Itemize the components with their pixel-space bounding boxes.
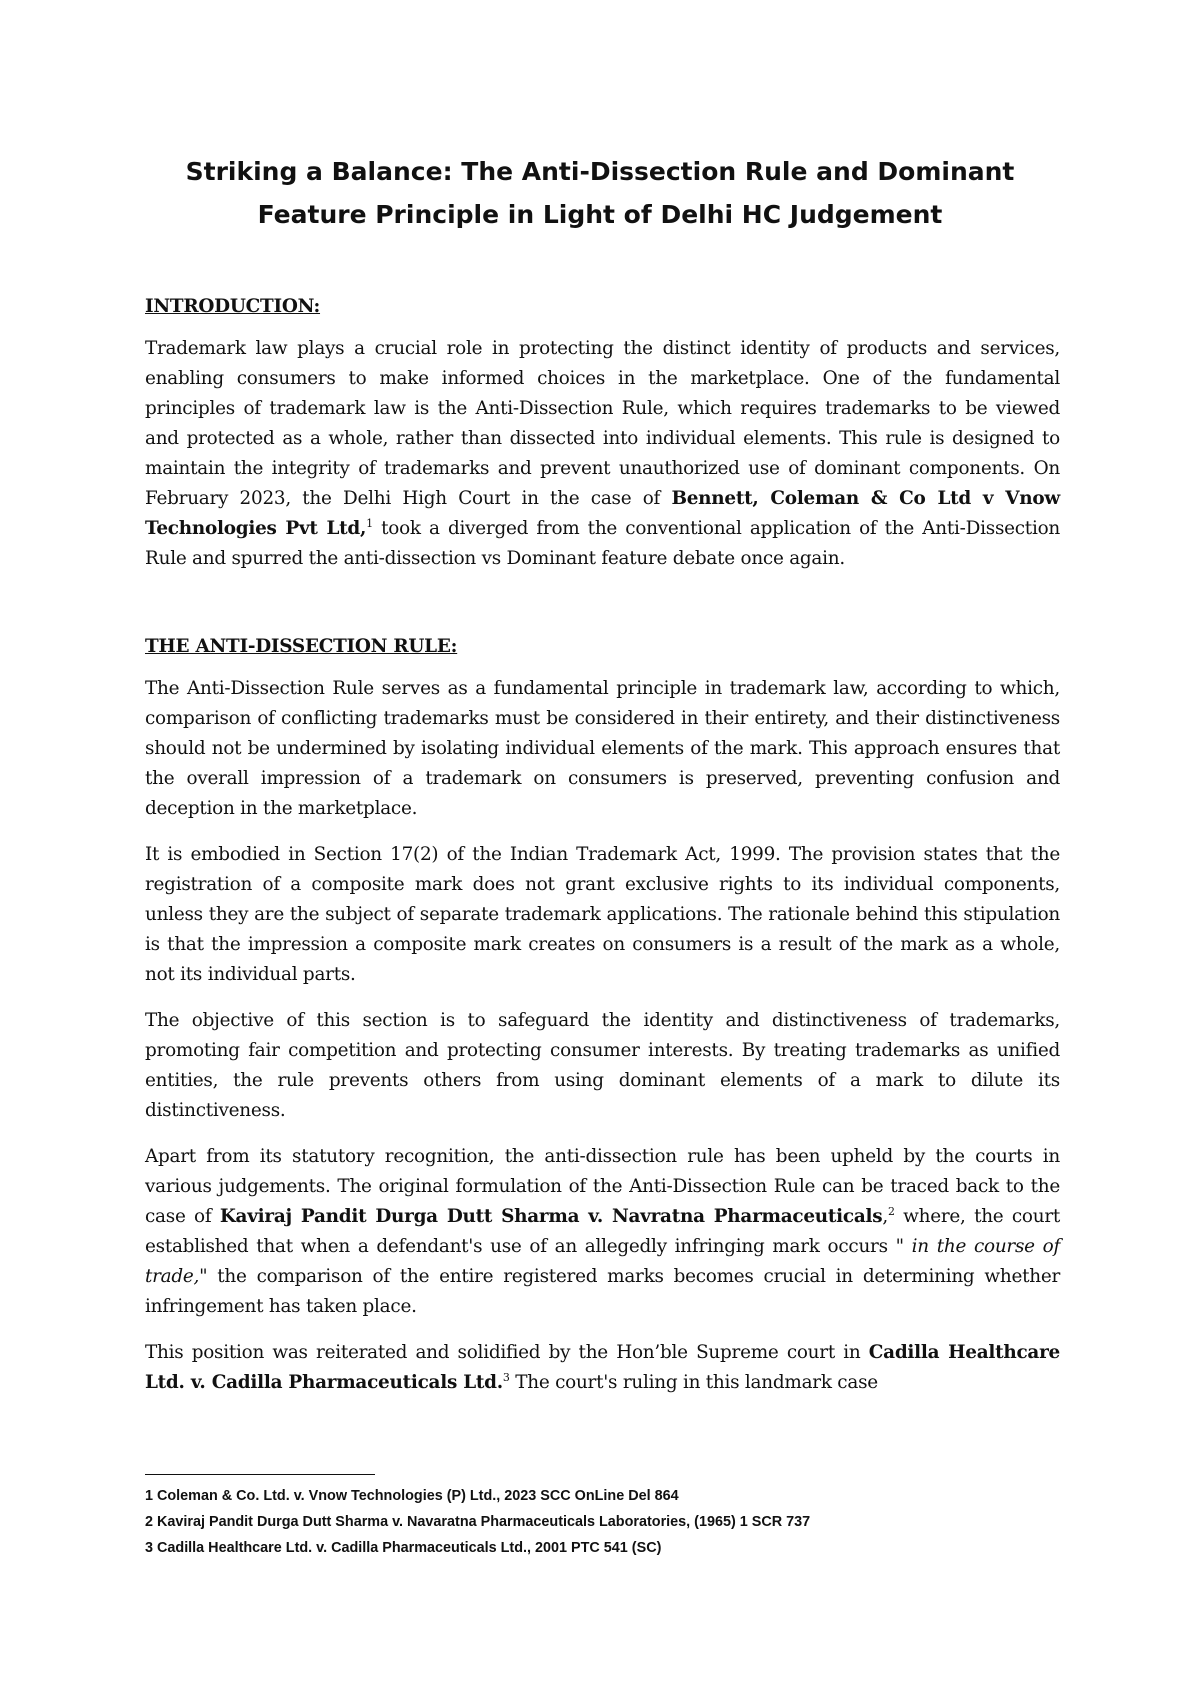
anti-dissection-paragraph-3: The objective of this section is to safeguard the identity and distinctiveness of trademarks, promoting fair competition and protecting consumer interests. By treating trademarks as unified entities, the rule prevents others from using dominant elements of a mark to dilute its distinctiveness. bbox=[145, 1010, 1060, 1121]
case-citation-kaviraj: Kaviraj Pandit Durga Dutt Sharma v. Navratna Pharmaceuticals bbox=[219, 1206, 883, 1227]
case-citation-bennett: Bennett, Coleman & Co Ltd v Vnow Technologies Pvt Ltd, bbox=[145, 488, 1060, 539]
anti-dissection-paragraph-1: The Anti-Dissection Rule serves as a fundamental principle in trademark law, according to which, comparison of conflicting trademarks must be considered in their entirety, and their distinctiveness should not be undermined by isolating individual elements of the mark. This approach ensures that the overall impression of a trademark on consumers is preserved, preventing confusion and deception in the marketplace. bbox=[145, 678, 1060, 819]
footnote-2: 2 Kaviraj Pandit Durga Dutt Sharma v. Navaratna Pharmaceuticals Laboratories, (1965) 1 SCR 737 bbox=[145, 1514, 811, 1530]
document-body bbox=[145, 292, 1060, 1398]
footnotes bbox=[145, 1483, 1060, 1561]
intro-text-a: Trademark law plays a crucial role in protecting the distinct identity of products and services, enabling consumers to make informed choices in the marketplace. One of the fundamental principles of trademark law is the Anti-Dissection Rule, which requires trademarks to be viewed and protected as a whole, rather than dissected into individual elements. This rule is designed to maintain the integrity of trademarks and prevent unauthorized use of dominant components. On February 2023, the Delhi High Court in the case of bbox=[145, 338, 1060, 509]
footnote-ref-3[interactable]: 3 bbox=[502, 1370, 510, 1384]
p4-text-b: where, the court established that when a defendant's use of an allegedly infringing mark occurs " bbox=[145, 1206, 1061, 1257]
footnote-ref-2[interactable]: 2 bbox=[887, 1204, 895, 1218]
p5-text-a: This position was reiterated and solidified by the Hon’ble Supreme court in bbox=[145, 1342, 869, 1363]
anti-dissection-paragraph-5 bbox=[145, 1338, 1060, 1398]
anti-dissection-paragraph-4 bbox=[145, 1142, 1060, 1322]
introduction-paragraph bbox=[145, 334, 1060, 574]
intro-text-b: took a diverged from the conventional application of the Anti-Dissection Rule and spurred the anti-dissection vs Dominant feature debate once again. bbox=[145, 518, 1060, 569]
footnote-1: 1 Coleman & Co. Ltd. v. Vnow Technologies (P) Ltd., 2023 SCC OnLine Del 864 bbox=[145, 1488, 679, 1504]
footnote-3: 3 Cadilla Healthcare Ltd. v. Cadilla Pharmaceuticals Ltd., 2001 PTC 541 (SC) bbox=[145, 1540, 662, 1556]
footnote-divider bbox=[145, 1474, 375, 1475]
p4-text-a: Apart from its statutory recognition, the anti-dissection rule has been upheld by the courts in various judgements. The original formulation of the Anti-Dissection Rule can be traced back to the case of bbox=[145, 1146, 1060, 1227]
p4-italic-phrase: in the course of trade, bbox=[145, 1236, 1061, 1287]
anti-dissection-paragraph-2: It is embodied in Section 17(2) of the Indian Trademark Act, 1999. The provision states that the registration of a composite mark does not grant exclusive rights to its individual components, unless they are the subject of separate trademark applications. The rationale behind this stipulation is that the impression a composite mark creates on consumers is a result of the mark as a whole, not its individual parts. bbox=[145, 844, 1060, 985]
p4-comma: , bbox=[882, 1206, 888, 1227]
introduction-heading: INTRODUCTION: bbox=[145, 296, 321, 317]
case-citation-cadilla: Cadilla Healthcare Ltd. v. Cadilla Pharmaceuticals Ltd. bbox=[145, 1342, 1060, 1393]
document-title: Striking a Balance: The Anti-Dissection Rule and Dominant Feature Principle in Light of Delhi HC Judgement bbox=[185, 157, 1015, 229]
anti-dissection-heading: THE ANTI-DISSECTION RULE: bbox=[145, 636, 458, 657]
footnote-ref-1[interactable]: 1 bbox=[366, 516, 373, 530]
p4-text-c: " the comparison of the entire registered marks becomes crucial in determining whether infringement has taken place. bbox=[145, 1266, 1060, 1317]
p5-text-b: The court's ruling in this landmark case bbox=[509, 1372, 878, 1393]
